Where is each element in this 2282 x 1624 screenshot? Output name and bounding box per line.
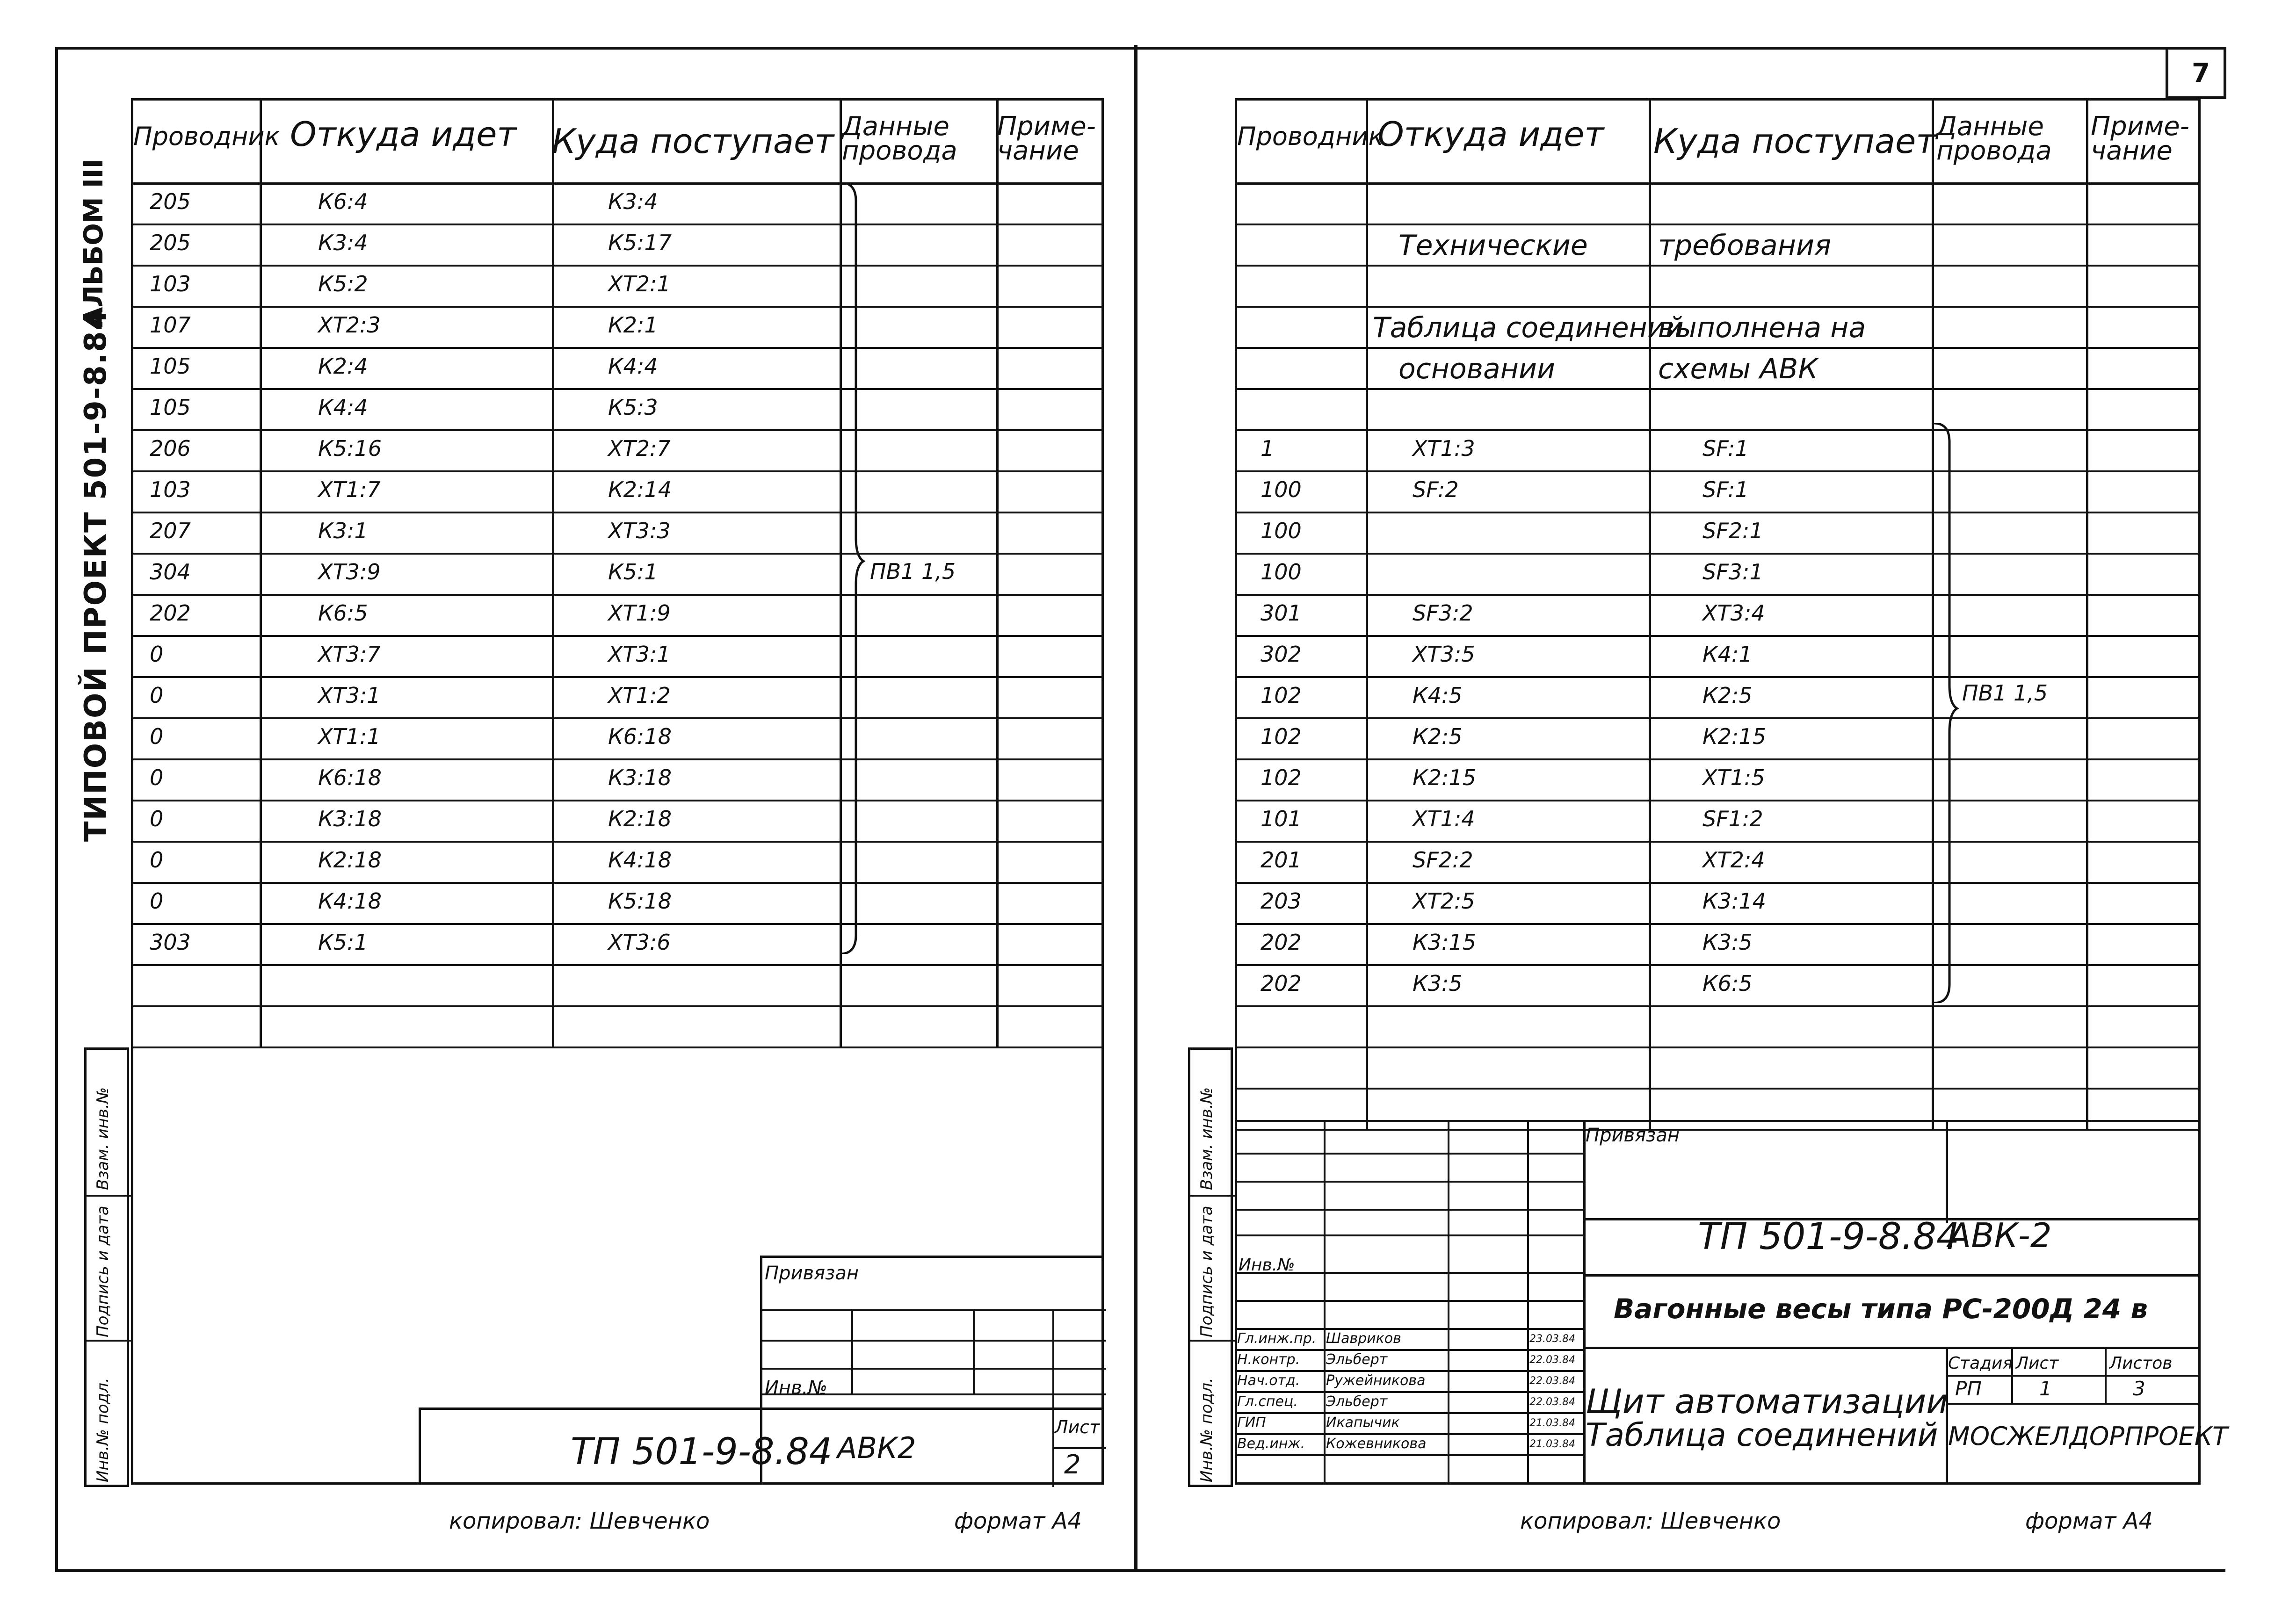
right-row-to: ХТ2:4 (1702, 847, 1765, 873)
grid-hline (131, 512, 1104, 513)
signer-role: Гл.инж.пр. (1237, 1330, 1317, 1347)
right-organization: МОСЖЕЛДОРПРОЕКТ (1948, 1422, 2228, 1451)
left-row-conductor: 107 (150, 312, 191, 338)
left-row-from: ХТ3:1 (318, 683, 381, 708)
grid-vline (1527, 1120, 1529, 1485)
grid-vline (1366, 98, 1368, 1129)
right-row-from: ХТ3:5 (1413, 642, 1475, 667)
signer-name: Эльберт (1326, 1351, 1388, 1368)
right-row-conductor: 202 (1261, 930, 1302, 955)
right-row-to: ХТ1:5 (1702, 765, 1765, 790)
left-row-from: К5:16 (318, 436, 382, 461)
grid-hline (131, 594, 1104, 596)
sheet-divider (1134, 45, 1137, 1569)
grid-hline (1583, 1274, 2201, 1277)
left-row-from: К5:2 (318, 271, 368, 296)
grid-hline (1235, 1181, 1583, 1183)
right-row-to: К3:5 (1702, 930, 1753, 955)
grid-hline (1235, 347, 2201, 349)
grid-hline (1235, 1349, 1583, 1351)
left-row-to: К5:18 (608, 888, 672, 914)
right-row-conductor: 102 (1261, 683, 1302, 708)
grid-hline (1235, 1454, 1583, 1456)
right-header-wire-2: провода (1936, 136, 2052, 166)
left-doc-mark: АВК2 (837, 1431, 916, 1465)
right-note-right: выполнена на (1658, 311, 1866, 344)
left-inv-label: Инв.№ (765, 1377, 827, 1399)
right-row-conductor: 100 (1261, 559, 1302, 585)
signer-date: 23.03.84 (1529, 1333, 1575, 1345)
right-header-wire-1: Данные (1936, 111, 2044, 142)
right-header-note-1: Приме- (2091, 111, 2189, 142)
right-row-from: SF3:2 (1413, 600, 1473, 626)
grid-hline (1583, 1347, 2201, 1349)
grid-hline (131, 470, 1104, 472)
left-wire-bracket (837, 182, 865, 954)
right-doc-title: Вагонные весы типа РС-200Д 24 в (1614, 1293, 2148, 1325)
left-row-from: К5:1 (318, 930, 368, 955)
left-bound-label: Привязан (765, 1263, 859, 1284)
left-sheet-number: 2 (1064, 1450, 1081, 1480)
grid-hline (1235, 1153, 1583, 1155)
grid-hline (1235, 594, 2201, 596)
left-row-to: К5:17 (608, 230, 672, 255)
right-doc-code: ТП 501-9-8.84 (1698, 1216, 1960, 1258)
left-doc-code: ТП 501-9-8.84 (571, 1431, 833, 1473)
signer-name: Кожевникова (1326, 1436, 1427, 1452)
left-row-conductor: 304 (150, 559, 191, 585)
right-copied-by: копировал: Шевченко (1520, 1508, 1781, 1534)
left-row-to: К2:14 (608, 477, 672, 502)
left-row-to: К3:18 (608, 765, 672, 790)
grid-hline (1235, 717, 2201, 719)
stamp-signature-date: Подпись и дата (94, 1205, 112, 1337)
right-header-to: Куда поступает (1653, 122, 1936, 161)
right-header-note-2: чание (2091, 136, 2173, 166)
grid-vline (996, 98, 999, 1047)
grid-hline (1235, 306, 2201, 308)
left-row-from: ХТ1:1 (318, 724, 381, 749)
signer-name: Ружейникова (1326, 1372, 1426, 1389)
right-row-to: ХТ3:4 (1702, 600, 1765, 626)
left-row-to: К5:1 (608, 559, 658, 585)
signer-role: Гл.спец. (1237, 1393, 1298, 1410)
left-row-to: К3:4 (608, 189, 658, 214)
right-row-from: К3:5 (1413, 971, 1463, 996)
grid-hline (131, 676, 1104, 678)
grid-hline (131, 758, 1104, 760)
right-wire-bracket (1931, 423, 1959, 1003)
grid-hline (1235, 1088, 2201, 1090)
grid-hline (1235, 470, 2201, 472)
right-format: формат А4 (2025, 1508, 2153, 1534)
signer-date: 22.03.84 (1529, 1354, 1575, 1366)
left-row-from: К2:18 (318, 847, 382, 873)
left-row-from: К6:18 (318, 765, 382, 790)
left-row-conductor: 103 (150, 271, 191, 296)
left-row-to: ХТ2:7 (608, 436, 671, 461)
left-row-to: К4:4 (608, 354, 658, 379)
grid-vline (2086, 98, 2088, 1129)
stamp-vzam-inv: Взам. инв.№ (94, 1087, 112, 1190)
right-row-to: К2:5 (1702, 683, 1753, 708)
right-doc-name-2: Таблица соединений (1586, 1417, 1938, 1454)
grid-hline (1235, 388, 2201, 390)
signer-name: Эльберт (1326, 1393, 1388, 1410)
signer-role: Н.контр. (1237, 1351, 1300, 1368)
left-sheet-label: Лист (1055, 1417, 1100, 1437)
right-row-conductor: 1 (1261, 436, 1275, 461)
left-row-to: ХТ3:6 (608, 930, 671, 955)
grid-hline (1235, 182, 2201, 185)
signer-date: 22.03.84 (1529, 1396, 1575, 1408)
signer-date: 21.03.84 (1529, 1438, 1575, 1450)
left-row-to: ХТ2:1 (608, 271, 671, 296)
signer-date: 22.03.84 (1529, 1375, 1575, 1387)
left-row-conductor: 205 (150, 189, 191, 214)
right-row-conductor: 102 (1261, 724, 1302, 749)
left-format: формат А4 (954, 1508, 1082, 1534)
right-row-from: SF2:2 (1413, 847, 1473, 873)
right-row-from: ХТ1:4 (1413, 806, 1475, 831)
grid-hline (131, 635, 1104, 637)
album-label: АЛЬБОМ III (79, 159, 109, 327)
grid-vline (1448, 1120, 1449, 1485)
page-number: 7 (2192, 58, 2210, 88)
left-row-conductor: 0 (150, 765, 164, 790)
left-row-to: К4:18 (608, 847, 672, 873)
signer-role: Вед.инж. (1237, 1436, 1305, 1452)
signer-role: Нач.отд. (1237, 1372, 1300, 1389)
grid-hline (1235, 882, 2201, 884)
right-row-to: SF3:1 (1702, 559, 1763, 585)
grid-hline (131, 347, 1104, 349)
signer-role: ГИП (1237, 1415, 1266, 1431)
grid-hline (1235, 1433, 1583, 1435)
left-copied-by: копировал: Шевченко (449, 1508, 710, 1534)
grid-hline (1235, 1328, 1583, 1330)
right-row-conductor: 100 (1261, 477, 1302, 502)
right-row-to: SF2:1 (1702, 518, 1763, 543)
grid-hline (1235, 964, 2201, 966)
right-sheets-label: Листов (2109, 1354, 2173, 1373)
right-row-to: К4:1 (1702, 642, 1753, 667)
grid-hline (1235, 1047, 2201, 1048)
grid-vline (1324, 1120, 1326, 1485)
right-row-conductor: 102 (1261, 765, 1302, 790)
right-row-from: К4:5 (1413, 683, 1463, 708)
left-header-from: Откуда идет (290, 115, 517, 154)
left-row-conductor: 205 (150, 230, 191, 255)
left-row-conductor: 206 (150, 436, 191, 461)
grid-hline (131, 265, 1104, 267)
right-doc-name-1: Щит автоматизации (1586, 1382, 1949, 1421)
right-row-conductor: 301 (1261, 600, 1302, 626)
left-header-note-2: чание (997, 136, 1079, 166)
left-row-from: ХТ2:3 (318, 312, 381, 338)
left-row-conductor: 0 (150, 642, 164, 667)
grid-hline (131, 182, 1104, 185)
grid-hline (1235, 800, 2201, 801)
right-stamp-vzam-inv: Взам. инв.№ (1197, 1087, 1216, 1190)
right-stage-value: РП (1955, 1377, 1982, 1400)
right-note-right: схемы АВК (1658, 353, 1818, 385)
right-inv-label: Инв.№ (1239, 1256, 1295, 1275)
signer-name: Шавриков (1326, 1330, 1401, 1347)
grid-hline (131, 717, 1104, 719)
right-bound-label: Привязан (1586, 1125, 1680, 1146)
grid-hline (1235, 1234, 1583, 1236)
grid-hline (1235, 1370, 1583, 1372)
grid-hline (1235, 676, 2201, 678)
left-row-conductor: 0 (150, 888, 164, 914)
right-row-from: К2:15 (1413, 765, 1476, 790)
left-row-to: К2:18 (608, 806, 672, 831)
left-row-conductor: 207 (150, 518, 191, 543)
grid-vline (552, 98, 554, 1047)
right-note-left: основании (1398, 353, 1555, 385)
grid-hline (1235, 923, 2201, 925)
grid-vline (260, 98, 262, 1047)
right-stage-label: Стадия (1948, 1354, 2013, 1373)
left-row-to: К5:3 (608, 395, 658, 420)
left-row-from: К4:18 (318, 888, 382, 914)
grid-hline (1235, 512, 2201, 513)
left-row-to: ХТ1:2 (608, 683, 671, 708)
left-row-to: ХТ1:9 (608, 600, 671, 626)
left-row-from: К3:1 (318, 518, 368, 543)
left-row-conductor: 0 (150, 683, 164, 708)
right-row-conductor: 202 (1261, 971, 1302, 996)
left-row-to: ХТ3:3 (608, 518, 671, 543)
right-row-from: ХТ1:3 (1413, 436, 1475, 461)
grid-hline (1235, 224, 2201, 225)
left-row-to: К2:1 (608, 312, 658, 338)
signer-name: Икапычик (1326, 1415, 1400, 1431)
right-row-conductor: 203 (1261, 888, 1302, 914)
right-note-left: Таблица соединений (1373, 311, 1684, 344)
left-header-conductor: Проводник (133, 122, 280, 151)
grid-hline (131, 800, 1104, 801)
grid-hline (1946, 1375, 2201, 1377)
grid-hline (131, 1047, 1104, 1048)
right-row-to: К2:15 (1702, 724, 1766, 749)
grid-hline (1946, 1403, 2201, 1405)
right-row-to: SF1:2 (1702, 806, 1763, 831)
right-row-to: К3:14 (1702, 888, 1766, 914)
left-row-from: ХТ1:7 (318, 477, 381, 502)
right-row-to: SF:1 (1702, 436, 1749, 461)
grid-hline (131, 1005, 1104, 1007)
right-header-conductor: Проводник (1237, 122, 1384, 151)
left-header-wire-2: провода (842, 136, 957, 166)
left-row-from: К6:4 (318, 189, 368, 214)
grid-hline (1235, 635, 2201, 637)
right-row-conductor: 100 (1261, 518, 1302, 543)
grid-hline (131, 841, 1104, 843)
right-sheets-value: 3 (2133, 1377, 2145, 1400)
left-row-conductor: 303 (150, 930, 191, 955)
right-row-to: К6:5 (1702, 971, 1753, 996)
left-wire-data: ПВ1 1,5 (870, 559, 956, 584)
right-row-from: К2:5 (1413, 724, 1463, 749)
left-row-to: К6:18 (608, 724, 672, 749)
right-doc-mark: АВК-2 (1948, 1216, 2052, 1255)
grid-hline (1235, 841, 2201, 843)
left-row-from: ХТ3:9 (318, 559, 381, 585)
left-row-to: ХТ3:1 (608, 642, 671, 667)
grid-hline (1235, 758, 2201, 760)
left-header-to: Куда поступает (552, 122, 834, 161)
left-header-note-1: Приме- (997, 111, 1096, 142)
grid-hline (1235, 553, 2201, 555)
right-stamp-signature-date: Подпись и дата (1197, 1205, 1216, 1337)
left-row-from: К6:5 (318, 600, 368, 626)
grid-vline (1946, 1120, 1948, 1223)
left-row-conductor: 103 (150, 477, 191, 502)
page-number-box (2166, 47, 2226, 99)
right-note-left: Технические (1398, 229, 1588, 262)
grid-hline (1235, 1391, 1583, 1393)
left-row-conductor: 0 (150, 724, 164, 749)
grid-hline (131, 882, 1104, 884)
right-row-conductor: 101 (1261, 806, 1302, 831)
grid-hline (1235, 1209, 1583, 1211)
left-header-wire-1: Данные (842, 111, 949, 142)
grid-hline (131, 964, 1104, 966)
left-row-conductor: 202 (150, 600, 191, 626)
series-title: ТИПОВОЙ ПРОЕКТ 501-9-8.84 (79, 308, 113, 842)
right-note-right: требования (1658, 229, 1832, 262)
left-row-from: К3:4 (318, 230, 368, 255)
right-sheet-value: 1 (2039, 1377, 2052, 1400)
right-row-from: ХТ2:5 (1413, 888, 1475, 914)
grid-hline (131, 923, 1104, 925)
right-sheet-label: Лист (2016, 1354, 2059, 1373)
left-row-conductor: 105 (150, 395, 191, 420)
stamp-inv-podl: Инв.№ подл. (94, 1378, 112, 1482)
grid-hline (131, 224, 1104, 225)
left-row-from: К2:4 (318, 354, 368, 379)
right-wire-data: ПВ1 1,5 (1962, 680, 2048, 706)
signer-date: 21.03.84 (1529, 1417, 1575, 1429)
right-row-from: SF:2 (1413, 477, 1459, 502)
left-row-conductor: 0 (150, 806, 164, 831)
right-stamp-inv-podl: Инв.№ подл. (1197, 1378, 1216, 1482)
grid-vline (2105, 1347, 2107, 1403)
right-row-to: SF:1 (1702, 477, 1749, 502)
right-row-conductor: 201 (1261, 847, 1302, 873)
right-row-from: К3:15 (1413, 930, 1476, 955)
grid-hline (1235, 265, 2201, 267)
left-row-conductor: 105 (150, 354, 191, 379)
right-header-from: Откуда идет (1377, 115, 1604, 154)
right-row-conductor: 302 (1261, 642, 1302, 667)
grid-hline (1235, 1300, 1583, 1302)
grid-vline (1649, 98, 1651, 1129)
left-row-from: К3:18 (318, 806, 382, 831)
grid-hline (1235, 1005, 2201, 1007)
grid-hline (131, 306, 1104, 308)
left-row-conductor: 0 (150, 847, 164, 873)
grid-hline (131, 388, 1104, 390)
grid-hline (1235, 1412, 1583, 1414)
grid-hline (131, 429, 1104, 431)
grid-hline (1235, 429, 2201, 431)
left-row-from: ХТ3:7 (318, 642, 381, 667)
grid-hline (131, 553, 1104, 555)
left-row-from: К4:4 (318, 395, 368, 420)
